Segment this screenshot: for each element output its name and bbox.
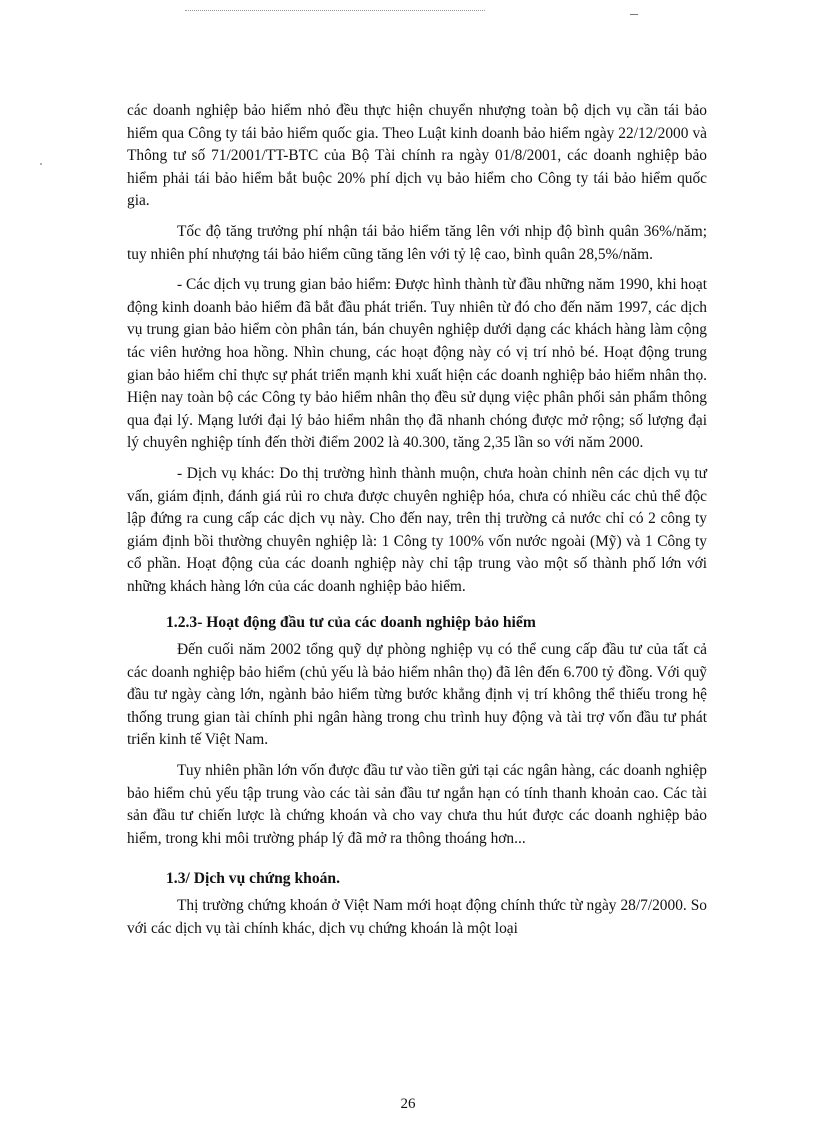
paragraph-other-services: - Dịch vụ khác: Do thị trường hình thành muộn, chưa hoàn chỉnh nên các dịch vụ tư vấn, giám định, đánh giá rủi ro chưa được chuyên nghiệp hóa, chưa có nhiều các chủ thể độc lập đứng ra cung cấp các dịch vụ này. Cho đến nay, trên thị trường cả nước chỉ có 2 công ty giám định bồi thường chuyên nghiệp là: 1 Công ty 100% vốn nước ngoài (Mỹ) và 1 Công ty cổ phần. Hoạt động của các doanh nghiệp này chỉ tập trung vào một số thành phố lớn với những khách hàng lớn của các doanh nghiệp bảo hiểm. bbox=[127, 464, 707, 595]
scan-artifact-mark bbox=[630, 14, 638, 15]
paragraph-securities-intro: Thị trường chứng khoán ở Việt Nam mới hoạt động chính thức từ ngày 28/7/2000. So với các dịch vụ tài chính khác, dịch vụ chứng khoán là một loại bbox=[127, 897, 707, 937]
paragraph-reinsurance-transfer: các doanh nghiệp bảo hiểm nhỏ đều thực hiện chuyển nhượng toàn bộ dịch vụ cần tái bảo hiểm qua Công ty tái bảo hiểm quốc gia. Theo Luật kinh doanh bảo hiểm ngày 22/12/2000 và Thông tư số 71/2001/TT-BTC của Bộ Tài chính ra ngày 01/8/2001, các doanh nghiệp bảo hiểm phải tái bảo hiểm bắt buộc 20% phí dịch vụ bảo hiểm cho Công ty tái bảo hiểm quốc gia. bbox=[127, 102, 707, 210]
paragraph-reinsurance-growth: Tốc độ tăng trưởng phí nhận tái bảo hiểm tăng lên với nhịp độ bình quân 36%/năm; tuy nhiên phí nhượng tái bảo hiểm cũng tăng lên với tỷ lệ cao, bình quân 28,5%/năm. bbox=[127, 222, 707, 263]
paragraph-intermediary-services: - Các dịch vụ trung gian bảo hiểm: Được hình thành từ đầu những năm 1990, khi hoạt động kinh doanh bảo hiểm đã bắt đầu phát triển. Tuy nhiên từ đó cho đến năm 1997, các dịch vụ trung gian bảo hiểm còn phân tán, bán chuyên nghiệp dưới dạng các khách hàng làm cộng tác viên hưởng hoa hồng. Nhìn chung, các hoạt động này có vị trí nhỏ bé. Hoạt động trung gian bảo hiểm chỉ thực sự phát triển mạnh khi xuất hiện các doanh nghiệp bảo hiểm nhân thọ. Hiện nay toàn bộ các Công ty bảo hiểm nhân thọ đều sử dụng việc phân phối sản phẩm thông qua đại lý. Mạng lưới đại lý bảo hiểm nhân thọ đã nhanh chóng được mở rộng; số lượng đại lý chuyên nghiệp tính đến thời điểm 2002 là 40.300, tăng 2,35 lần so với năm 2000. bbox=[127, 276, 707, 452]
section-heading-investment: 1.2.3- Hoạt động đầu tư của các doanh nghiệp bảo hiểm bbox=[166, 614, 536, 632]
scan-artifact-line bbox=[185, 10, 485, 11]
paragraph-investment-funds: Đến cuối năm 2002 tổng quỹ dự phòng nghiệp vụ có thể cung cấp đầu tư của tất cả các doanh nghiệp bảo hiểm (chủ yếu là bảo hiểm nhân thọ) đã lên đến 6.700 tỷ đồng. Với quỹ đầu tư ngày càng lớn, ngành bảo hiểm từng bước khẳng định vị trí không thể thiếu trong hệ thống trung gian tài chính phi ngân hàng trong chu trình huy động và tài trợ vốn đầu tư phát triển kinh tế Việt Nam. bbox=[127, 641, 707, 749]
document-body bbox=[127, 100, 707, 948]
page-number: 26 bbox=[400, 1096, 416, 1112]
paragraph-investment-allocation: Tuy nhiên phần lớn vốn được đầu tư vào tiền gửi tại các ngân hàng, các doanh nghiệp bảo hiểm chủ yếu tập trung vào các tài sản đầu tư ngắn hạn có tính thanh khoản cao. Các tài sản đầu tư chiến lược là chứng khoán và cho vay chưa thu hút được các doanh nghiệp bảo hiểm, trong khi môi trường pháp lý đã mở ra thông thoáng hơn... bbox=[127, 762, 707, 847]
section-heading-securities: 1.3/ Dịch vụ chứng khoán. bbox=[166, 870, 341, 888]
scan-artifact-dot bbox=[40, 163, 42, 165]
